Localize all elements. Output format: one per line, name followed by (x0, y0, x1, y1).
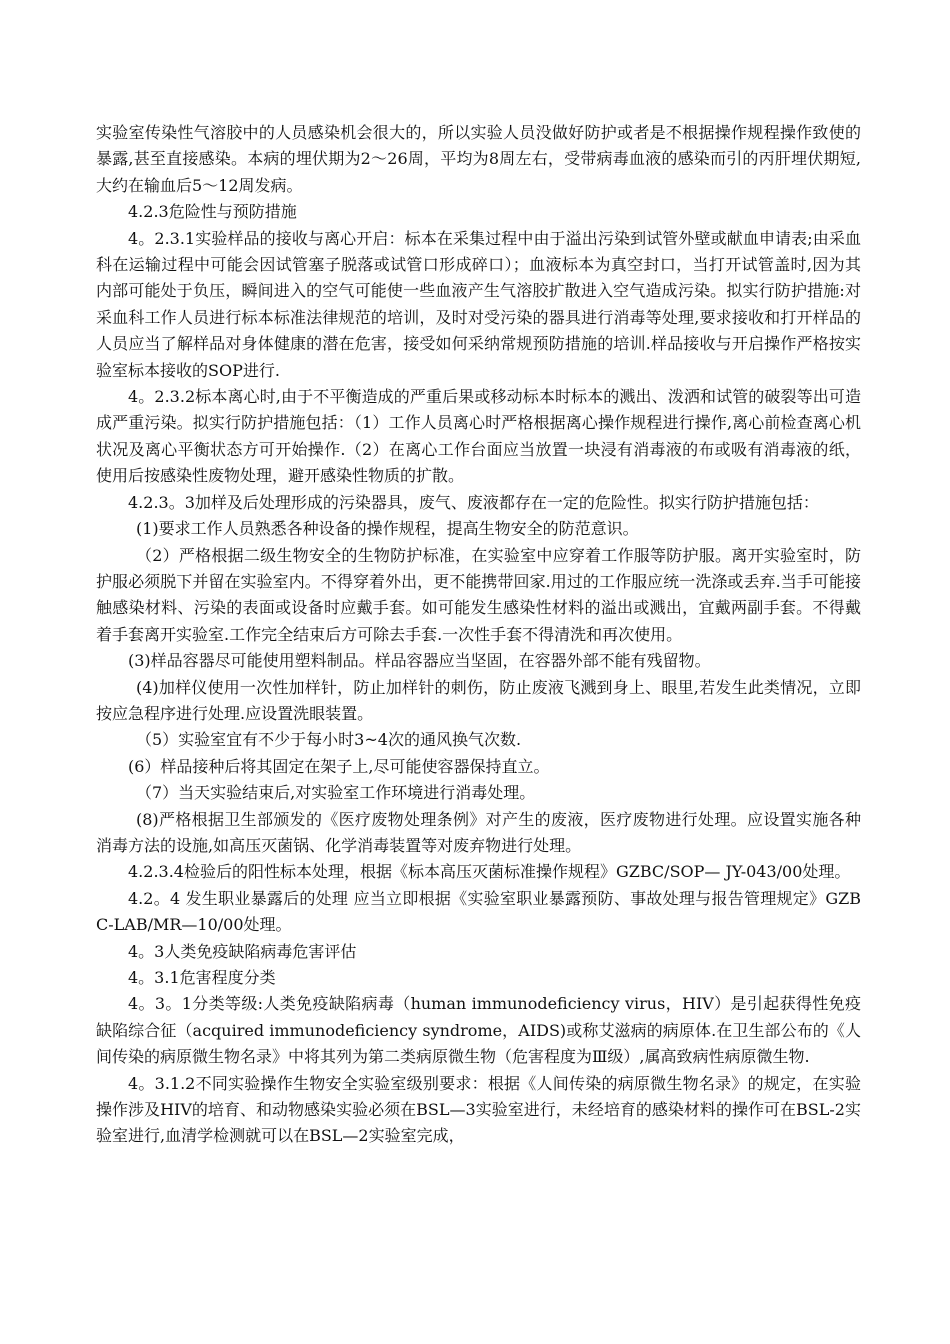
paragraph-4-2-4: 4.2。4 发生职业暴露后的处理 应当立即根据《实验室职业暴露预防、事故处理与报告管理规定》GZBC-LAB/MR—10/00处理。 (96, 888, 861, 935)
list-item-8: (8)严格根据卫生部颁发的《医疗废物处理条例》对产生的废液，医疗废物进行处理。应设置实施各种消毒方法的设施,如高压灭菌锅、化学消毒装置等对废弃物进行处理。 (96, 809, 861, 855)
document-page (96, 120, 861, 1150)
list-item-6: (6）样品接种后将其固定在架子上,尽可能使容器保持直立。 (128, 756, 550, 776)
section-heading-4-3: 4。3人类免疫缺陷病毒危害评估 (128, 941, 357, 961)
list-item-2: （2）严格根据二级生物安全的生物防护标准，在实验室中应穿着工作服等防护服。离开实验室时，防护服必须脱下并留在实验室内。不得穿着外出，更不能携带回家.用过的工作服应统一洗涤或丢弃.当手可能接触感染材料、污染的表面或设备时应戴手套。如可能发生感染性材料的溢出或溅出，宜戴两副手套。不得戴着手套离开实验室.工作完全结束后方可除去手套.一次性手套不得清洗和再次使用。 (96, 545, 861, 644)
list-item-7: （7）当天实验结束后,对实验室工作环境进行消毒处理。 (136, 783, 536, 803)
section-heading-4-2-3: 4.2.3危险性与预防措施 (128, 202, 297, 222)
section-heading-4-3-1: 4。3.1危害程度分类 (128, 968, 276, 987)
paragraph-4-3-1-1: 4。3。1分类等级:人类免疫缺陷病毒（human immunodeficiency virus，HIV）是引起获得性免疫缺陷综合征（acquired immunodeficiency syndrome，AIDS)或称艾滋病的病原体.在卫生部公布的《人间传染的病原微生物名录》中将其列为第二类病原微生物（危害程度为Ⅲ级）,属高致病性病原微生物. (96, 994, 861, 1067)
paragraph-0: 实验室传染性气溶胶中的人员感染机会很大的，所以实验人员没做好防护或者是不根据操作规程操作致使的暴露,甚至直接感染。本病的埋伏期为2～26周，平均为8周左右，受带病毒血液的感染而引的丙肝埋伏期短,大约在输血后5～12周发病。 (96, 123, 861, 195)
paragraph-4-2-3-2: 4。2.3.2标本离心时,由于不平衡造成的严重后果或移动标本时标本的溅出、泼洒和试管的破裂等出可造成严重污染。拟实行防护措施包括：（1）工作人员离心时严格根据离心操作规程进行操作,离心前检查离心机状况及离心平衡状态方可开始操作.（2）在离心工作台面应当放置一块浸有消毒液的布或吸有消毒液的纸，使用后按感染性废物处理，避开感染性物质的扩散。 (96, 387, 861, 486)
paragraph-4-2-3-4: 4.2.3.4检验后的阳性标本处理，根据《标本高压灭菌标准操作规程》GZBC/SOP— JY-043/00处理。 (128, 862, 851, 882)
list-item-3: (3)样品容器尽可能使用塑料制品。样品容器应当坚固，在容器外部不能有残留物。 (128, 651, 711, 671)
paragraph-4-3-1-2: 4。3.1.2不同实验操作生物安全实验室级别要求：根据《人间传染的病原微生物名录》的规定，在实验操作涉及HIV的培育、和动物感染实验必须在BSL—3实验室进行，未经培育的感染材料的操作可在BSL-2实验室进行,血清学检测就可以在BSL—2实验室完成， (96, 1073, 861, 1146)
list-item-5: （5）实验室宜有不少于每小时3~4次的通风换气次数. (136, 730, 522, 750)
list-item-1: (1)要求工作人员熟悉各种设备的操作规程，提高生物安全的防范意识。 (136, 519, 639, 539)
paragraph-4-2-3-1: 4。2.3.1实验样品的接收与离心开启：标本在采集过程中由于溢出污染到试管外壁或献血申请表;由采血科在运输过程中可能会因试管塞子脱落或试管口形成碎口）；血液标本为真空封口，当打开试管盖时,因为其内部可能处于负压，瞬间进入的空气可能使一些血液产生气溶胶扩散进入空气造成污染。拟实行防护措施:对采血科工作人员进行标本标准法律规范的培训，及时对受污染的器具进行消毒等处理,要求接收和打开样品的人员应当了解样品对身体健康的潜在危害，接受如何采纳常规预防措施的培训.样品接收与开启操作严格按实验室标本接收的SOP进行. (96, 228, 861, 380)
paragraph-4-2-3-3: 4.2.3。3加样及后处理形成的污染器具，废气、废液都存在一定的危险性。拟实行防护措施包括： (128, 492, 819, 512)
list-item-4: (4)加样仪使用一次性加样针，防止加样针的刺伤，防止废液飞溅到身上、眼里,若发生此类情况，立即按应急程序进行处理.应设置洗眼装置。 (96, 677, 861, 723)
